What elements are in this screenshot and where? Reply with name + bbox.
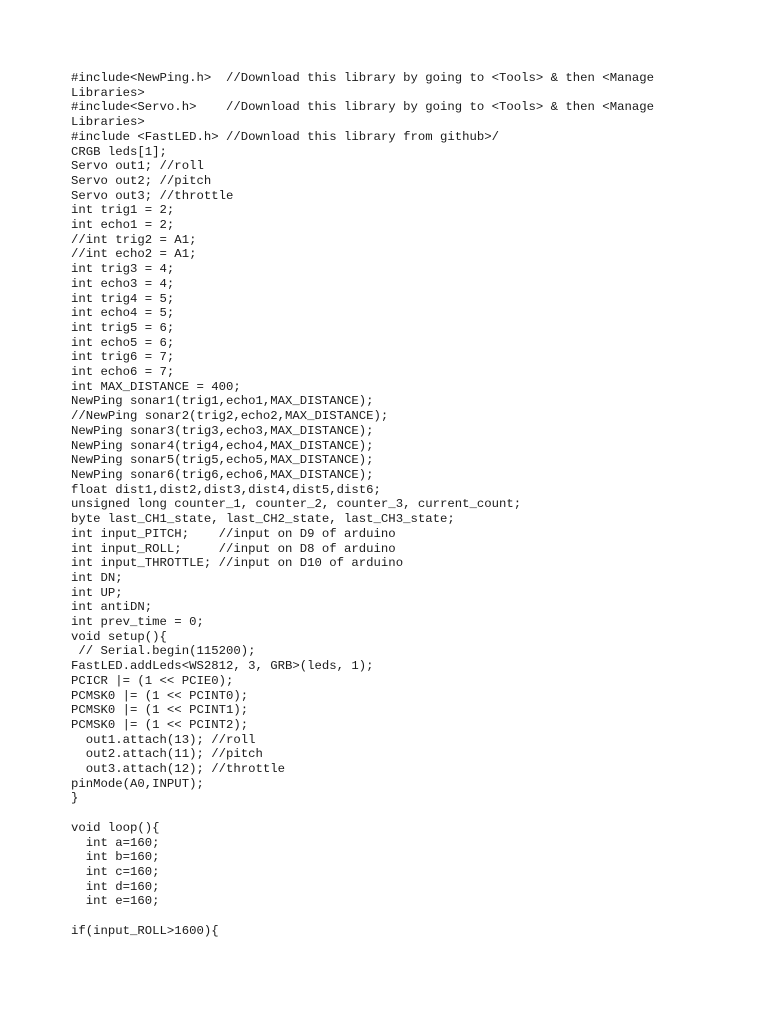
code-line: Servo out2; //pitch (71, 173, 212, 188)
code-line: int trig6 = 7; (71, 350, 175, 365)
code-line: int c=160; (71, 864, 160, 879)
code-line: int echo6 = 7; (71, 365, 175, 380)
code-line: NewPing sonar3(trig3,echo3,MAX_DISTANCE); (71, 423, 374, 438)
code-line: // Serial.begin(115200); (71, 644, 256, 659)
code-line: Servo out1; //roll (71, 159, 204, 174)
code-line: int a=160; (71, 835, 160, 850)
code-line: PCMSK0 |= (1 << PCINT0); (71, 688, 249, 703)
code-line: int d=160; (71, 879, 160, 894)
code-line: int echo5 = 6; (71, 335, 175, 350)
code-line: int antiDN; (71, 600, 153, 615)
code-line: int MAX_DISTANCE = 400; (71, 379, 241, 394)
code-line: PCMSK0 |= (1 << PCINT1); (71, 703, 249, 718)
code-line: int UP; (71, 585, 123, 600)
code-line: #include<Servo.h> //Download this library by going to <Tools> & then <Manage (71, 100, 654, 115)
code-line: int input_THROTTLE; //input on D10 of arduino (71, 556, 404, 571)
code-line: out1.attach(13); //roll (71, 732, 256, 747)
code-line: //int echo2 = A1; (71, 247, 197, 262)
code-line: int trig5 = 6; (71, 320, 175, 335)
code-line: //int trig2 = A1; (71, 232, 197, 247)
code-line: Servo out3; //throttle (71, 188, 234, 203)
code-line: byte last_CH1_state, last_CH2_state, last_CH3_state; (71, 512, 455, 527)
code-line: int trig4 = 5; (71, 291, 175, 306)
code-line: FastLED.addLeds<WS2812, 3, GRB>(leds, 1); (71, 659, 374, 674)
code-line: float dist1,dist2,dist3,dist4,dist5,dist6; (71, 482, 381, 497)
code-line: #include <FastLED.h> //Download this library from github>/ (71, 129, 500, 144)
code-line: int input_PITCH; //input on D9 of arduino (71, 526, 396, 541)
code-line: NewPing sonar6(trig6,echo6,MAX_DISTANCE); (71, 467, 374, 482)
code-line: int echo1 = 2; (71, 218, 175, 233)
code-line: PCICR |= (1 << PCIE0); (71, 673, 234, 688)
code-line: //NewPing sonar2(trig2,echo2,MAX_DISTANCE); (71, 409, 389, 424)
code-line: Libraries> (71, 115, 145, 130)
code-line: int echo3 = 4; (71, 276, 175, 291)
code-line: NewPing sonar1(trig1,echo1,MAX_DISTANCE); (71, 394, 374, 409)
code-line: if(input_ROLL>1600){ (71, 923, 219, 938)
code-line: int trig3 = 4; (71, 262, 175, 277)
code-line: int e=160; (71, 894, 160, 909)
code-line: PCMSK0 |= (1 << PCINT2); (71, 717, 249, 732)
code-line: unsigned long counter_1, counter_2, counter_3, current_count; (71, 497, 522, 512)
code-line (71, 909, 711, 924)
code-line: CRGB leds[1]; (71, 144, 167, 159)
code-line: int b=160; (71, 850, 160, 865)
code-line: int input_ROLL; //input on D8 of arduino (71, 541, 396, 556)
code-line: Libraries> (71, 85, 145, 100)
code-line: void loop(){ (71, 820, 160, 835)
code-line: int prev_time = 0; (71, 615, 204, 630)
code-line: NewPing sonar4(trig4,echo4,MAX_DISTANCE); (71, 438, 374, 453)
code-line: int DN; (71, 570, 123, 585)
code-line: pinMode(A0,INPUT); (71, 776, 204, 791)
code-line: void setup(){ (71, 629, 167, 644)
code-listing (71, 71, 711, 938)
code-line: out2.attach(11); //pitch (71, 747, 263, 762)
code-line (71, 806, 711, 821)
code-line: out3.attach(12); //throttle (71, 762, 286, 777)
code-line: #include<NewPing.h> //Download this library by going to <Tools> & then <Manage (71, 71, 654, 85)
code-line: } (71, 791, 79, 806)
code-line: int echo4 = 5; (71, 306, 175, 321)
code-line: NewPing sonar5(trig5,echo5,MAX_DISTANCE); (71, 453, 374, 468)
code-line: int trig1 = 2; (71, 203, 175, 218)
